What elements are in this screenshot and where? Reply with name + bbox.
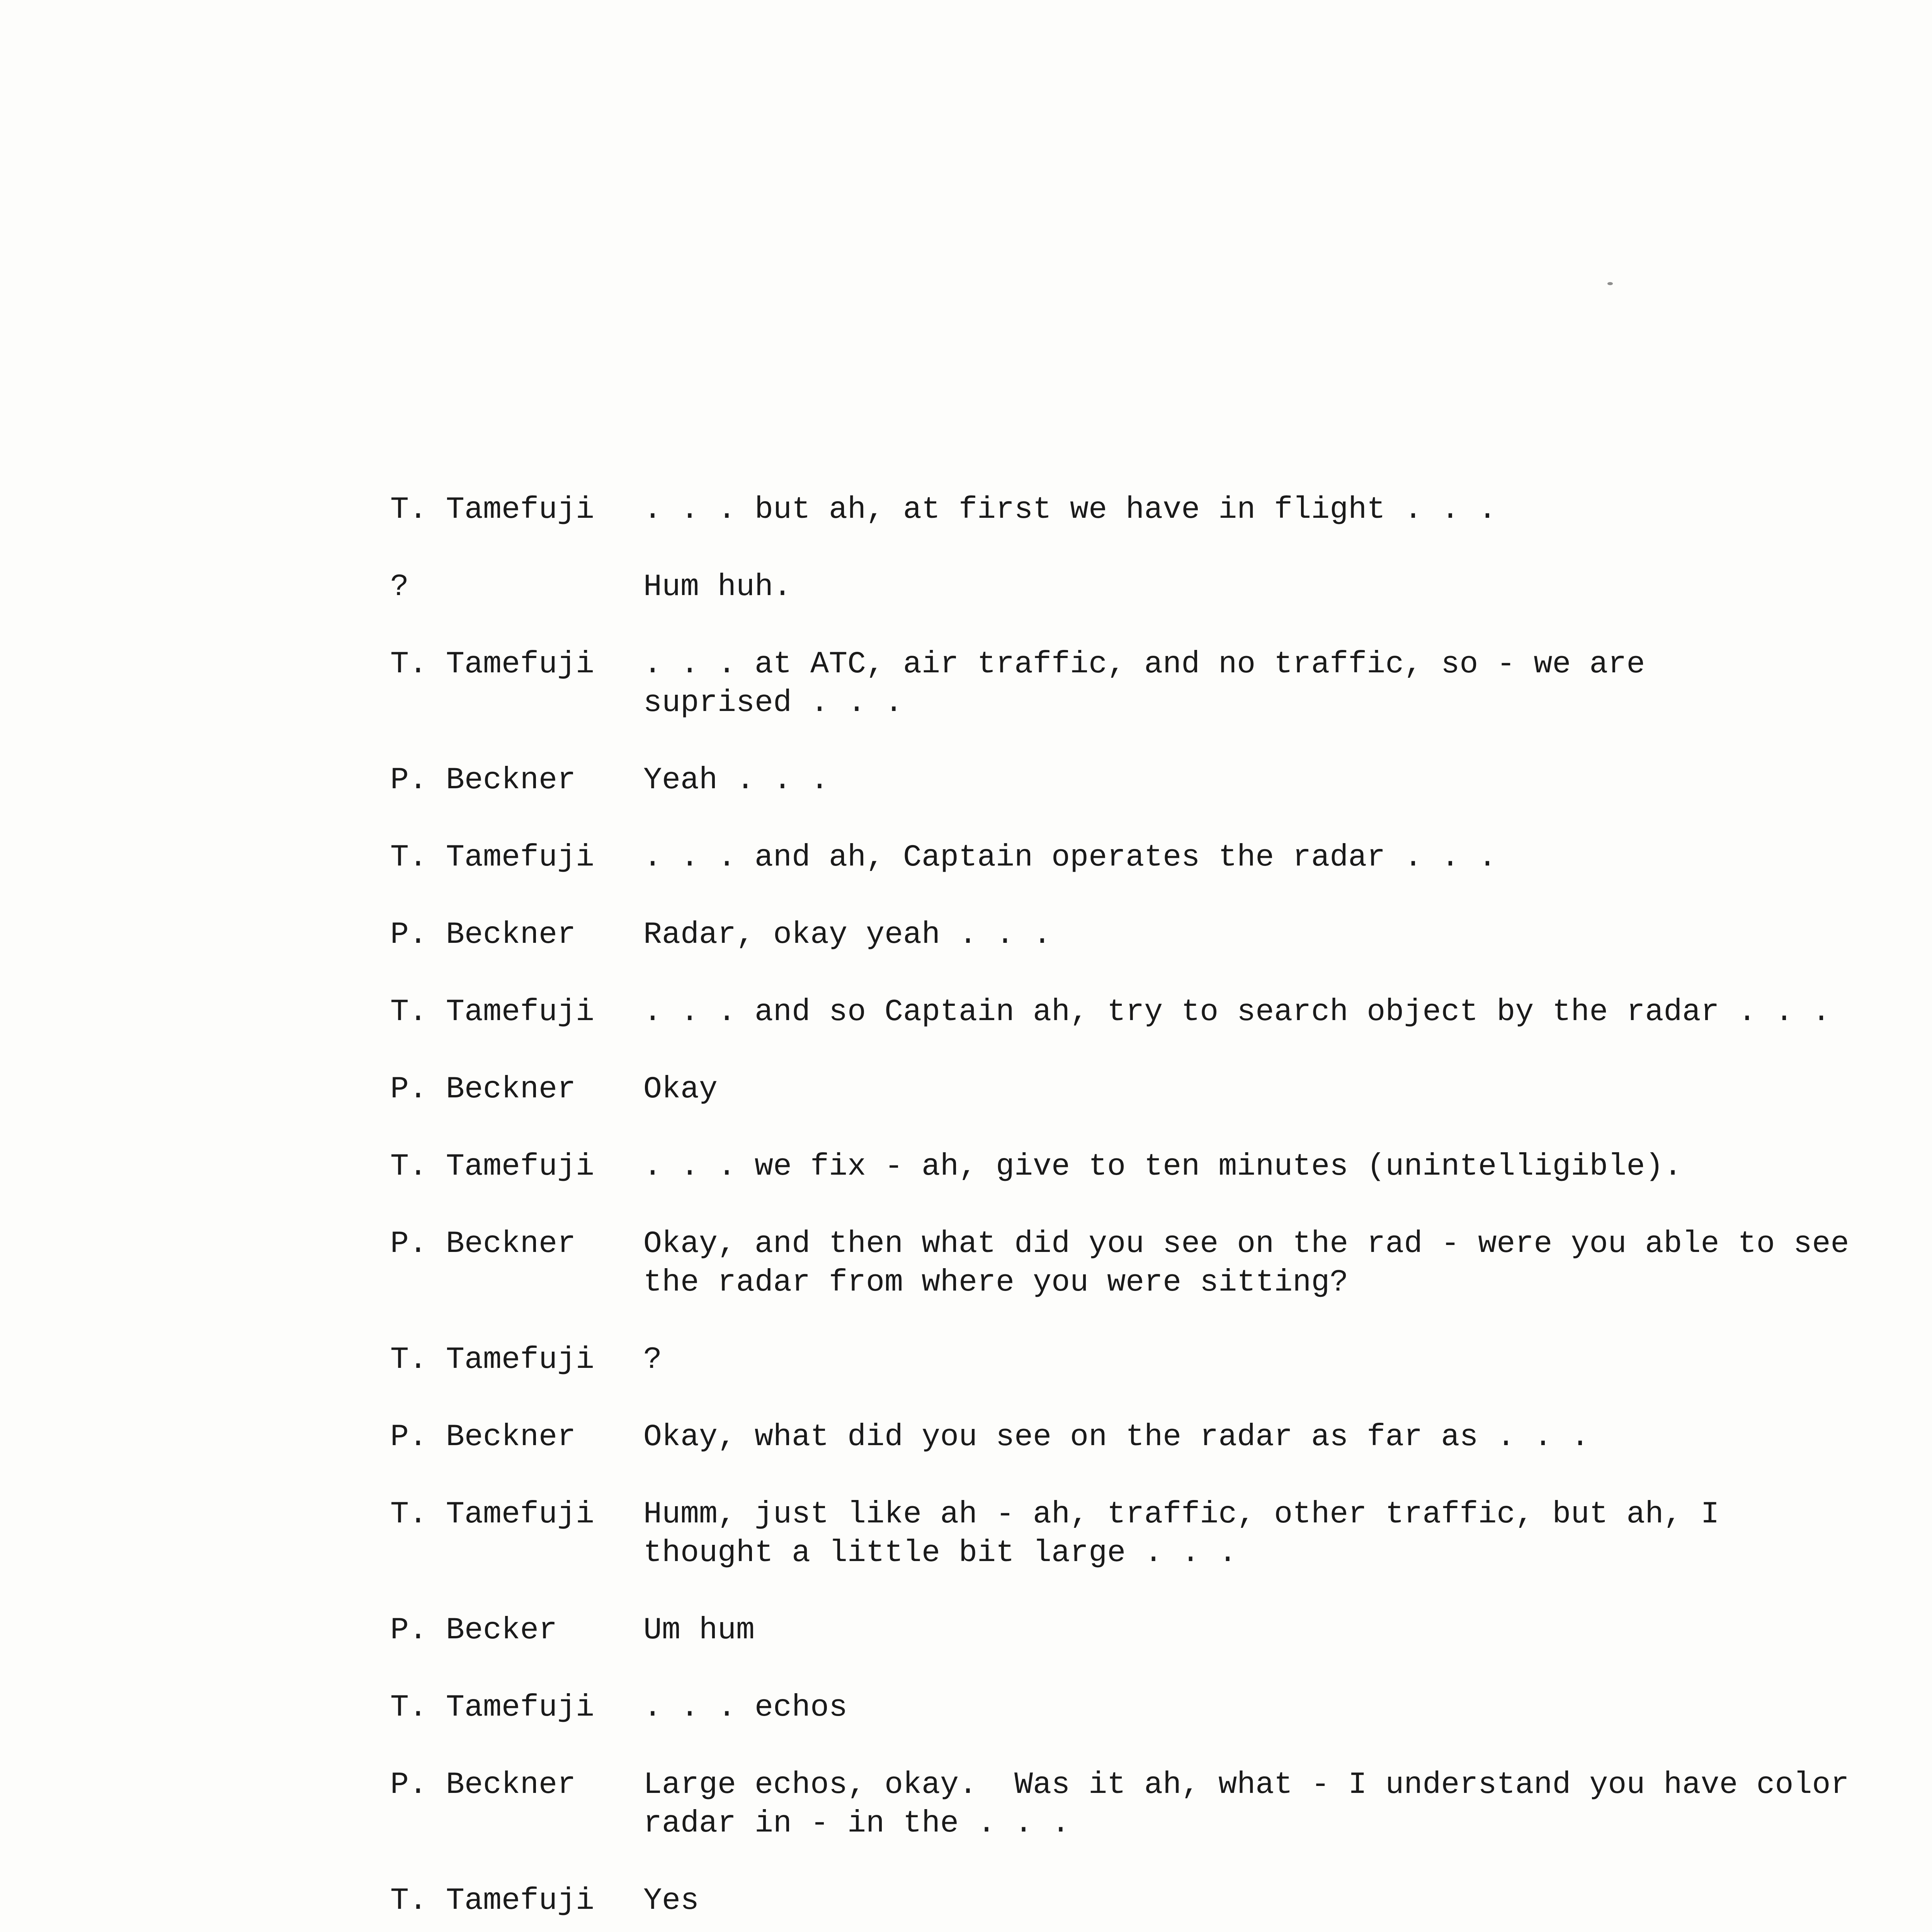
speech-text: ? xyxy=(643,1342,662,1378)
speech-text: . . . but ah, at first we have in flight . . . xyxy=(643,492,1497,527)
speech-text: . . . and so Captain ah, try to search object by the radar . . . xyxy=(643,995,1831,1030)
transcript-entry xyxy=(390,1070,1932,1109)
transcript-entry xyxy=(390,916,1932,954)
transcript-entry xyxy=(390,1418,1932,1457)
scan-speck xyxy=(1607,282,1613,285)
speech-text: . . . echos xyxy=(643,1690,848,1725)
speaker-name: T. Tamefuji xyxy=(390,995,595,1030)
speech-text: . . . we fix - ah, give to ten minutes (unintelligible). xyxy=(643,1149,1682,1184)
speaker-name: P. Beckner xyxy=(390,917,576,952)
transcript-entry xyxy=(390,1611,1932,1650)
speaker-name: T. Tamefuji xyxy=(390,1342,595,1378)
speaker-name: T. Tamefuji xyxy=(390,647,595,682)
speaker-name: P. Beckner xyxy=(390,1226,576,1262)
speech-text: Humm, just like ah - ah, traffic, other traffic, but ah, I thought a little bit large . . . xyxy=(643,1497,1719,1571)
speech-text: Large echos, okay. Was it ah, what - I understand you have color radar in - in the . . . xyxy=(643,1767,1849,1841)
speech-text: . . . and ah, Captain operates the radar . . . xyxy=(643,840,1497,875)
transcript-entry xyxy=(390,1882,1932,1920)
speaker-name: T. Tamefuji xyxy=(390,1883,595,1918)
transcript-entry xyxy=(390,1225,1932,1302)
speech-text: Um hum xyxy=(643,1613,755,1648)
speaker-name: T. Tamefuji xyxy=(390,1497,595,1532)
speech-text: . . . at ATC, air traffic, and no traffic, so - we are suprised . . . xyxy=(643,647,1645,721)
transcript-entry xyxy=(390,993,1932,1032)
transcript-entry xyxy=(390,645,1932,723)
transcript-entry xyxy=(390,761,1932,800)
speech-text: Yeah . . . xyxy=(643,763,829,798)
transcript-entry xyxy=(390,1341,1932,1379)
speaker-name: ? xyxy=(390,570,409,605)
speaker-name: P. Beckner xyxy=(390,1767,576,1803)
speaker-name: P. Beckner xyxy=(390,1072,576,1107)
speaker-name: T. Tamefuji xyxy=(390,1690,595,1725)
speech-text: Okay, what did you see on the radar as far as . . . xyxy=(643,1420,1590,1455)
speaker-name: T. Tamefuji xyxy=(390,1149,595,1184)
transcript-entry xyxy=(390,1495,1932,1573)
transcript-entry xyxy=(390,1689,1932,1727)
transcript-entry xyxy=(390,1148,1932,1186)
speaker-name: P. Beckner xyxy=(390,763,576,798)
speech-text: Okay xyxy=(643,1072,718,1107)
speaker-name: T. Tamefuji xyxy=(390,492,595,527)
speech-text: Hum huh. xyxy=(643,570,792,605)
speech-text: Yes xyxy=(643,1883,699,1918)
speech-text: Okay, and then what did you see on the rad - were you able to see the radar from where you were sitting? xyxy=(643,1226,1849,1300)
transcript-entry xyxy=(390,491,1932,529)
speech-text: Radar, okay yeah . . . xyxy=(643,917,1052,952)
speaker-name: T. Tamefuji xyxy=(390,840,595,875)
transcript-entry xyxy=(390,568,1932,607)
transcript xyxy=(390,491,1932,1932)
transcript-entry xyxy=(390,838,1932,877)
transcript-entry xyxy=(390,1766,1932,1843)
speaker-name: P. Becker xyxy=(390,1613,558,1648)
speaker-name: P. Beckner xyxy=(390,1420,576,1455)
